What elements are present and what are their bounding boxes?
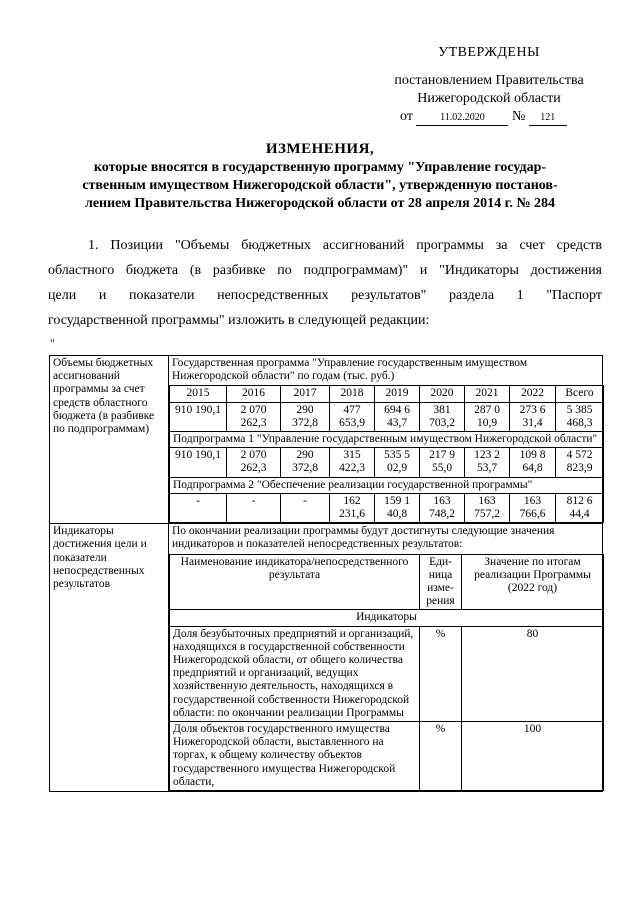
years-row (170, 386, 604, 402)
year-cell: 2016 (227, 386, 281, 402)
indicator-value: 80 (462, 626, 604, 721)
program-title: Государственная программа "Управление государственным имуществом Нижегородской области" по годам (тыс. руб.) (172, 357, 528, 383)
value-cell: 381 703,2 (420, 402, 465, 431)
value-cell: 2 070 262,3 (227, 448, 281, 477)
value-cell: 910 190,1 (170, 448, 227, 477)
col-unit-header: Еди-ница изме-рения (420, 554, 462, 610)
col-name-header: Наименование индикатора/непосредственного результата (170, 554, 420, 610)
value-cell: 159 1 40,8 (375, 493, 420, 522)
value-cell: 5 385 468,3 (556, 402, 604, 431)
value-cell: 123 2 53,7 (465, 448, 510, 477)
indicator-name: Доля безубыточных предприятий и организаций, находящихся в государственной собственности Нижегородской области, от общего количества предприятий и организаций, ведущих хозяйственную деятельность, находящихся в государственной собственности Нижегородской области: по окончании реализации Программы (170, 626, 420, 721)
sub1-title-row (170, 432, 604, 448)
indicators-label: Индикаторы достижения цели и показатели непосредственных результатов (50, 524, 169, 792)
subtitle-line: лением Правительства Нижегородской области от 28 апреля 2014 г. № 284 (84, 196, 556, 211)
value-cell: - (227, 493, 281, 522)
col-value-header: Значение по итогам реализации Программы (2022 год) (462, 554, 604, 610)
value-cell: 290 372,8 (281, 448, 330, 477)
indicator-value: 100 (462, 722, 604, 791)
sub1-values-row (170, 448, 604, 477)
indicator-unit: % (420, 722, 462, 791)
sub1-title: Подпрограмма 1 "Управление государственным имуществом Нижегородской области" (170, 432, 604, 448)
document-subtitle (40, 159, 600, 213)
indicator-unit: % (420, 626, 462, 721)
approval-date-line (400, 108, 600, 126)
year-cell: 2015 (170, 386, 227, 402)
value-cell: 163 766,6 (510, 493, 556, 522)
value-cell: 163 748,2 (420, 493, 465, 522)
paragraph-line: 1. Позиции "Объемы бюджетных ассигнований программы за счет средств (88, 238, 602, 253)
approval-region-line: Нижегородской области (417, 91, 561, 106)
budget-row (50, 356, 603, 524)
paragraph-line: областного бюджета (в разбивке по подпрограммам)" и "Индикаторы достижения (48, 263, 602, 278)
indicators-table (169, 554, 604, 791)
value-cell: 290 372,8 (281, 402, 330, 431)
value-cell: 2 070 262,3 (227, 402, 281, 431)
year-cell: 2018 (330, 386, 375, 402)
document-title: ИЗМЕНЕНИЯ, (265, 141, 375, 157)
budget-label: Объемы бюджетных ассигнований программы за счет средств областного бюджета (в разбивке по подпрограммам) (50, 356, 169, 524)
budget-content (169, 356, 603, 524)
approval-date: 11.02.2020 (416, 111, 508, 126)
indicators-row (50, 524, 603, 792)
value-cell: - (281, 493, 330, 522)
year-cell: 2021 (465, 386, 510, 402)
passport-table (49, 355, 603, 792)
program-values-row (170, 402, 604, 431)
paragraph-line: цели и показатели непосредственных результатов" раздела 1 "Паспорт (48, 288, 602, 303)
value-cell: 315 422,3 (330, 448, 375, 477)
section-label: Индикаторы (170, 610, 604, 626)
approval-number: 121 (529, 111, 567, 126)
sub2-title: Подпрограмма 2 "Обеспечение реализации государственной программы" (170, 477, 604, 493)
date-prefix: от (400, 109, 413, 124)
year-cell: Всего (556, 386, 604, 402)
approval-title: УТВЕРЖДЕНЫ (438, 45, 540, 60)
section-row (170, 610, 604, 626)
year-cell: 2017 (281, 386, 330, 402)
subtitle-line: которые вносятся в государственную программу "Управление государ- (93, 160, 547, 175)
value-cell: 287 0 10,9 (465, 402, 510, 431)
value-cell: 273 6 31,4 (510, 402, 556, 431)
indicator-row (170, 722, 604, 791)
approval-by-line: постановлением Правительства (394, 73, 584, 88)
subtitle-line: ственным имуществом Нижегородской области", утвержденную постанов- (82, 178, 558, 193)
year-cell: 2022 (510, 386, 556, 402)
indicator-row (170, 626, 604, 721)
indicators-intro: По окончании реализации программы будут достигнуты следующие значения индикаторов и показателей непосредственных результатов: (172, 525, 555, 551)
indicator-name: Доля объектов государственного имущества Нижегородской области, выставленного на торгах, к общему количеству объектов государственного имущества Нижегородской области, (170, 722, 420, 791)
opening-quote: " (50, 336, 55, 350)
value-cell: 217 9 55,0 (420, 448, 465, 477)
value-cell: 694 6 43,7 (375, 402, 420, 431)
value-cell: 477 653,9 (330, 402, 375, 431)
value-cell: 535 5 02,9 (375, 448, 420, 477)
value-cell: - (170, 493, 227, 522)
value-cell: 162 231,6 (330, 493, 375, 522)
sub2-title-row (170, 477, 604, 493)
program-values-table (169, 385, 604, 523)
value-cell: 163 757,2 (465, 493, 510, 522)
value-cell: 812 6 44,4 (556, 493, 604, 522)
value-cell: 4 572 823,9 (556, 448, 604, 477)
indicators-header-row (170, 554, 604, 610)
body-paragraph (48, 233, 602, 333)
year-cell: 2019 (375, 386, 420, 402)
paragraph-line: государственной программы" изложить в следующей редакции: (48, 313, 430, 328)
year-cell: 2020 (420, 386, 465, 402)
value-cell: 910 190,1 (170, 402, 227, 431)
number-prefix: № (511, 109, 526, 124)
sub2-values-row (170, 493, 604, 522)
value-cell: 109 8 64,8 (510, 448, 556, 477)
indicators-content (169, 524, 603, 792)
